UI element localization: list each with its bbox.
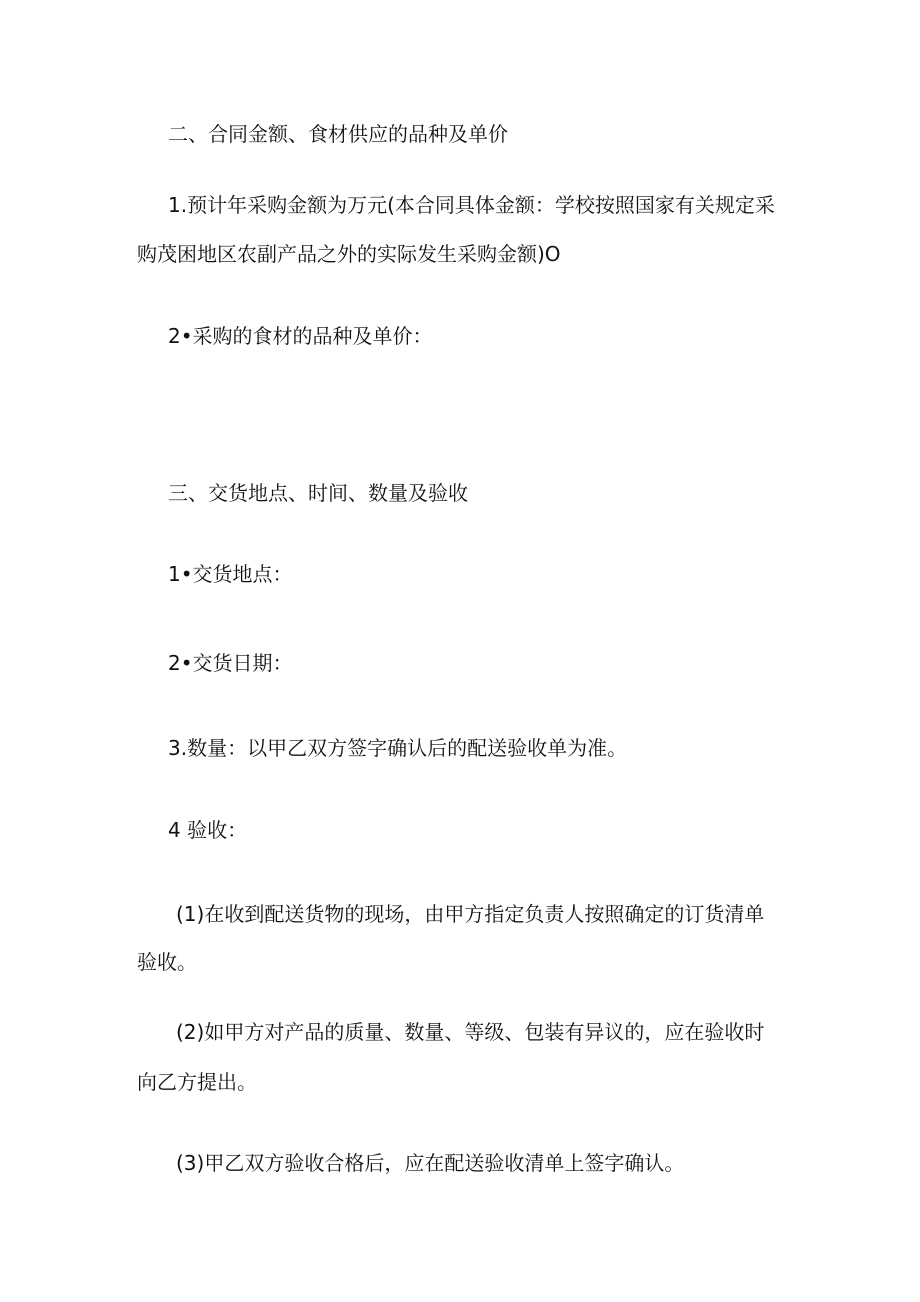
item-2-2: 2•采购的食材的品种及单价：: [168, 324, 433, 348]
item-3-2: 2•交货日期：: [168, 651, 293, 675]
sub-item-1-line-2: 验收。: [137, 950, 197, 974]
item-3-4: 4 验收：: [168, 818, 248, 842]
sub-item-1-line-1: (1)在收到配送货物的现场，由甲方指定负责人按照确定的订货清单: [176, 902, 765, 926]
section-3-heading: 三、交货地点、时间、数量及验收: [168, 481, 468, 505]
section-2-heading: 二、合同金额、食材供应的品种及单价: [168, 122, 508, 146]
sub-item-2-line-1: (2)如甲方对产品的质量、数量、等级、包装有异议的，应在验收时: [176, 1020, 765, 1044]
item-2-1-line-1: 1.预计年采购金额为万元(本合同具体金额：学校按照国家有关规定采: [168, 193, 775, 217]
item-2-1-line-2: 购茂困地区农副产品之外的实际发生采购金额)O: [137, 242, 561, 266]
sub-item-3-line-1: (3)甲乙双方验收合格后，应在配送验收清单上签字确认。: [176, 1151, 685, 1175]
item-3-3: 3.数量：以甲乙双方签字确认后的配送验收单为准。: [168, 736, 628, 760]
item-3-1: 1•交货地点：: [168, 562, 293, 586]
sub-item-2-line-2: 向乙方提出。: [137, 1070, 257, 1094]
